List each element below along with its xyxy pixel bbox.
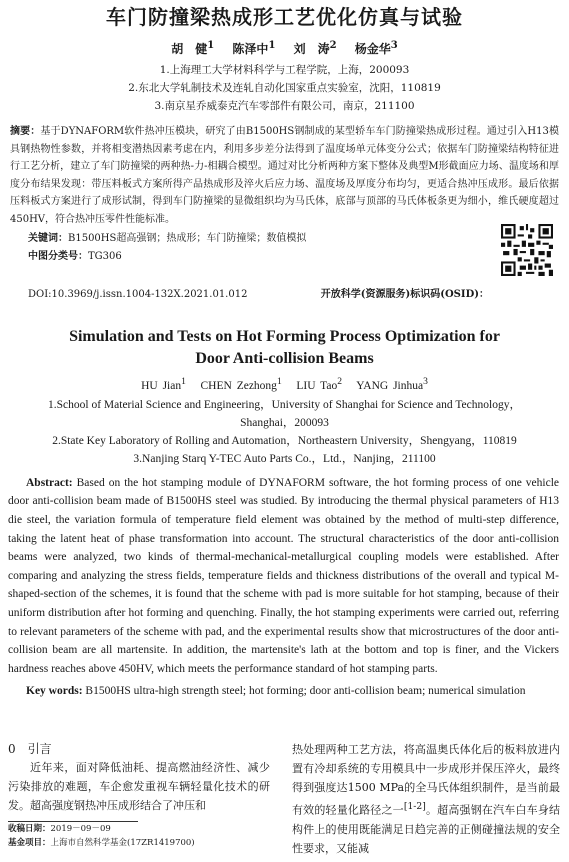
- zh-affiliation-2: 2.东北大学轧制技术及连轧自动化国家重点实验室，沈阳，110819: [128, 82, 441, 94]
- zh-abstract: [10, 123, 559, 228]
- zh-author-4: 杨金华$^3$: [354, 40, 398, 56]
- section-heading: 0 引言: [8, 742, 52, 756]
- qr-code-icon: [501, 224, 553, 276]
- en-affiliation-1a: 1.School of Material Science and Engineering，University of Shanghai for Science and Technology，: [48, 398, 521, 411]
- en-abstract: [8, 474, 559, 679]
- zh-author-1: 胡 健$^1$: [171, 40, 215, 56]
- en-affiliation-1b: Shanghai，200093: [240, 416, 329, 429]
- zh-clc: 中图分类号：TG306: [28, 251, 122, 262]
- en-author-2: CHEN Zezhong$^1$: [200, 376, 282, 392]
- en-author-1: HU Jian$^1$: [141, 376, 186, 392]
- zh-meta-block: [10, 230, 559, 286]
- zh-abstract-label: 摘要：: [10, 126, 41, 137]
- en-affiliations: [0, 396, 569, 468]
- zh-author-3: 刘 涛$^2$: [293, 40, 337, 56]
- zh-affiliation-1: 1.上海理工大学材料科学与工程学院，上海，200093: [159, 64, 410, 76]
- en-author-3: LIU Tao$^2$: [296, 376, 343, 392]
- zh-authors: [0, 40, 569, 57]
- osid-label: 开放科学(资源服务)标识码(OSID)：: [320, 289, 489, 300]
- doi: DOI:10.3969/j.issn.1004-132X.2021.01.012: [28, 289, 248, 300]
- zh-title: 车门防撞梁热成形工艺优化仿真与试验: [106, 5, 463, 29]
- footnote-fund: 基金项目：上海市自然科学基金(17ZR1419700): [8, 838, 195, 848]
- en-authors: [0, 376, 569, 392]
- citation-ref: [1-2]: [403, 801, 426, 812]
- en-title: Simulation and Tests on Hot Forming Process Optimization for Door Anti-collision Beams: [69, 328, 500, 367]
- footnote-received: 收稿日期：2019－09－09: [8, 824, 111, 834]
- zh-affiliation-3: 3.南京星乔威泰克汽车零部件有限公司，南京，211100: [154, 100, 415, 112]
- en-keywords-label: Key words:: [26, 685, 83, 698]
- doi-osid-row: [10, 286, 559, 304]
- zh-abstract-text: 基于DYNAFORM软件热冲压模块，研究了由B1500HS钢制成的某型轿车车门防撞梁热成形过程。通过引入H13模具钢热物性参数，并将相变潜热因素考虑在内，利用多步差分法得到了温度场单元体变分公式；依据车门防撞梁结构特征进行工艺分析，建立了车门防撞梁的两种热-力-相耦合模型。通过对比分析两种方案下整体及典型M形截面应力场、温度场和厚度分布结果发现：带压料板式方案所得产品热成形及淬火后应力场、温度场及厚度分布均匀，更适合热冲压成形。最后依据压料板式方案进行了成形试制，得到车门防撞梁的显微组织均为马氏体，底部与顶部的马氏体板条更为细小，维氏硬度超过450HV，符合热冲压零件性能标准。: [10, 126, 560, 225]
- en-keywords-text: B1500HS ultra-high strength steel; hot forming; door anti-collision beam; numerical simulation: [85, 685, 526, 698]
- left-paragraph: 近年来，面对降低油耗、提高燃油经济性、减少污染排放的难题，车企愈发重视车辆轻量化技术的研发。超高强度钢热冲压成形结合了冲压和: [8, 761, 270, 812]
- right-paragraph: 热处理两种工艺方法，将高温奥氏体化后的板料放进内置有冷却系统的专用模具中一步成形并保压淬火，最终得到强度达1500 MPa的全马氏体组织制件，是当前最有效的轻量化路径之一[1-2]。超高强钢在汽车白车身结构件上的使用既能满足日趋完善的正侧碰撞法规的安全性要求，又能减: [292, 743, 561, 855]
- en-author-4: YANG Jinhua$^3$: [356, 376, 428, 392]
- zh-affiliations: [0, 61, 569, 115]
- en-affiliation-2: 2.State Key Laboratory of Rolling and Automation，Northeastern University，Shengyang，110819: [52, 434, 517, 447]
- zh-author-2: 陈泽中$^1$: [232, 40, 276, 56]
- en-abstract-label: Abstract:: [26, 476, 73, 489]
- en-abstract-text: Based on the hot stamping module of DYNAFORM software, the hot forming process of one vehicle door anti-collision beam made of B1500HS steel was studied. By introducing the thermal physical parameters of H13 die steel, the variation formula of temperature field element was obtained by the method of multi-step difference, taking the latent heat of phase transformation into account. The structural characteristics of the door anti-collision beams were analyzed, two kinds of thermal-mechanical-metallurgical coupling models were established. After comparing and analyzing the stress fields, temperature fields and thickness distributions of the overall and typical M-shaped-section of the schemes, it is found that the scheme with pad is more suitable for hot stamping, because of their uniform distribution after hot forming and quenching. Finally, the hot stamping experiments were carried out, referring to relevant parameters of the scheme with pad, and the experimental results show that microstructures of the door anti-collision beam are all martensite. In addition, the martensite's lath at the bottom and top is finer, and the Vickers hardness reaches above 450HV, which meets the performance standard of hot stamping parts.: [8, 476, 560, 675]
- zh-keywords: 关键词：B1500HS超高强钢；热成形；车门防撞梁；数值模拟: [28, 233, 307, 244]
- en-affiliation-3: 3.Nanjing Starq Y-TEC Auto Parts Co.，Ltd.，Nanjing，211100: [133, 452, 436, 465]
- body-left-column: [8, 740, 270, 850]
- body-right-column: [292, 740, 560, 858]
- body-columns: [0, 740, 569, 862]
- en-keywords: [8, 682, 559, 700]
